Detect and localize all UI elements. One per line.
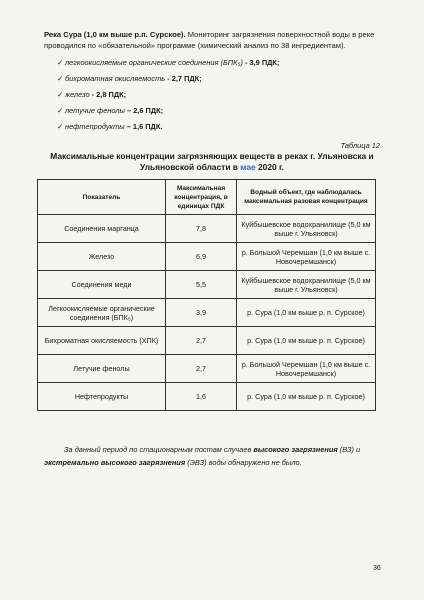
cell-location: р. Большой Черемшан (1,0 км выше с. Новочеремшанск)	[237, 355, 376, 383]
list-item: ✓ легкоокисляемые органические соединения (БПК₅) - 3,9 ПДК;	[57, 55, 279, 71]
cell-location: Куйбышевское водохранилище (5,0 км выше г. Ульяновск)	[237, 215, 376, 243]
list-item: ✓ железо - 2,8 ПДК;	[57, 87, 279, 103]
cell-location: р. Сура (1,0 км выше р. п. Сурское)	[237, 299, 376, 327]
list-item: ✓ летучие фенолы – 2,6 ПДК;	[57, 103, 279, 119]
cell-value: 6,9	[166, 243, 237, 271]
intro-text: Мониторинг загрязнения поверхностной воды в реке проводился по «обязательной» программе (химический анализ по 38 ингредиентам).	[44, 30, 375, 50]
cell-value: 1,6	[166, 383, 237, 411]
header-indicator: Показатель	[38, 180, 166, 215]
checkmark-icon: ✓	[57, 90, 64, 99]
checkmark-icon: ✓	[57, 74, 64, 83]
checkmark-icon: ✓	[57, 122, 64, 131]
pollutant-list	[57, 55, 279, 135]
table-row	[38, 271, 376, 299]
cell-indicator: Нефтепродукты	[38, 383, 166, 411]
cell-indicator: Летучие фенолы	[38, 355, 166, 383]
cell-value: 7,8	[166, 215, 237, 243]
cell-location: Куйбышевское водохранилище (5,0 км выше г. Ульяновск)	[237, 271, 376, 299]
table-row	[38, 327, 376, 355]
cell-indicator: Соединения меди	[38, 271, 166, 299]
checkmark-icon: ✓	[57, 58, 64, 67]
checkmark-icon: ✓	[57, 106, 64, 115]
cell-value: 2,7	[166, 355, 237, 383]
table-row	[38, 215, 376, 243]
cell-value: 2,7	[166, 327, 237, 355]
page-number: 36	[373, 565, 381, 572]
intro-paragraph	[44, 29, 388, 51]
header-water-body: Водный объект, где наблюдалась максимальная разовая концентрация	[237, 180, 376, 215]
footer-note: За данный период по стационарным постам случаев высокого загрязнения (ВЗ) и экстремально высокого загрязнения (ЭВЗ) воды обнаружено не было.	[44, 445, 361, 467]
cell-indicator: Соединения марганца	[38, 215, 166, 243]
cell-location: р. Сура (1,0 км выше р. п. Сурское)	[237, 327, 376, 355]
table-number: Таблица 12	[340, 141, 380, 150]
list-item: ✓ бихроматная окисляемость - 2,7 ПДК;	[57, 71, 279, 87]
table-row	[38, 243, 376, 271]
concentration-table	[37, 179, 376, 411]
table-row	[38, 383, 376, 411]
header-max-concentration: Максимальная концентрация, в единицах ПДК	[166, 180, 237, 215]
river-heading: Река Сура (1,0 км выше р.п. Сурское).	[44, 30, 186, 39]
table-row	[38, 355, 376, 383]
cell-indicator: Легкоокисляемые органические соединения (БПК₅)	[38, 299, 166, 327]
list-item: ✓ нефтепродукты – 1,6 ПДК.	[57, 119, 279, 135]
cell-location: р. Сура (1,0 км выше р. п. Сурское)	[237, 383, 376, 411]
cell-indicator: Бихроматная окисляемость (ХПК)	[38, 327, 166, 355]
table-header-row	[38, 180, 376, 215]
cell-value: 5,5	[166, 271, 237, 299]
cell-location: р. Большой Черемшан (1,0 км выше с. Новочеремшанск)	[237, 243, 376, 271]
table-title: Максимальные концентрации загрязняющих веществ в реках г. Ульяновска и Ульяновской области в мае 2020 г.	[50, 151, 374, 172]
title-highlight: мае	[240, 162, 256, 172]
cell-value: 3,9	[166, 299, 237, 327]
table-row	[38, 299, 376, 327]
cell-indicator: Железо	[38, 243, 166, 271]
